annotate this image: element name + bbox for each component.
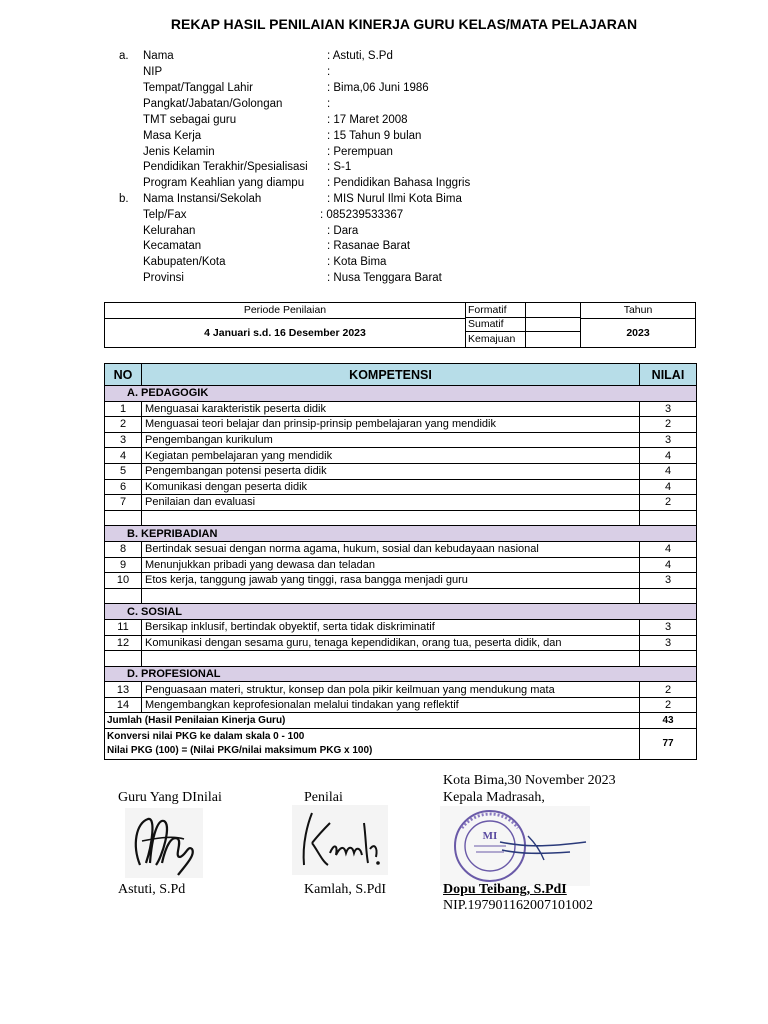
period-header: Periode Penilaian	[105, 303, 466, 319]
identity-label: Kecamatan	[143, 240, 202, 252]
blank-cell	[105, 588, 142, 604]
table-row	[105, 495, 697, 511]
section-letter-b: b.	[119, 193, 129, 205]
identity-value: : Rasanae Barat	[327, 240, 411, 252]
item-no: 4	[105, 448, 142, 464]
identity-value: :	[327, 98, 331, 110]
item-nilai: 2	[640, 495, 697, 511]
item-text: Mengembangkan keprofesionalan melalui tindakan yang reflektif	[142, 697, 640, 713]
table-row	[105, 432, 697, 448]
document-title: REKAP HASIL PENILAIAN KINERJA GURU KELAS/MATA PELAJARAN	[170, 16, 638, 32]
item-text: Penilaian dan evaluasi	[142, 495, 640, 511]
konversi-label	[105, 729, 640, 760]
item-text: Komunikasi dengan peserta didik	[142, 479, 640, 495]
identity-label: NIP	[143, 66, 163, 78]
blank-cell	[142, 651, 640, 667]
period-box	[104, 302, 696, 348]
item-no: 13	[105, 682, 142, 698]
identity-label: Nama	[143, 50, 174, 62]
kepala-label: Kepala Madrasah,	[443, 790, 545, 805]
identity-value: : MIS Nurul Ilmi Kota Bima	[327, 193, 462, 205]
school-stamp	[440, 806, 590, 886]
section-header: A. PEDAGOGIK	[105, 386, 697, 402]
blank-cell	[105, 510, 142, 526]
formatif-label: Formatif	[466, 303, 526, 318]
identity-value: : 17 Maret 2008	[327, 114, 408, 126]
identity-label: TMT sebagai guru	[143, 114, 237, 126]
col-nilai-header: NILAI	[640, 364, 697, 386]
tahun-value: 2023	[626, 327, 650, 339]
table-row	[105, 448, 697, 464]
guru-signature	[122, 805, 207, 880]
jumlah-label: Jumlah (Hasil Penilaian Kinerja Guru)	[105, 713, 640, 729]
blank-row	[105, 588, 697, 604]
kemajuan-label: Kemajuan	[466, 332, 526, 347]
table-row	[105, 401, 697, 417]
item-nilai: 2	[640, 417, 697, 433]
section-header: C. SOSIAL	[105, 604, 697, 620]
identity-label: Kabupaten/Kota	[143, 256, 226, 268]
table-row	[105, 635, 697, 651]
item-nilai: 3	[640, 635, 697, 651]
identity-label: Tempat/Tanggal Lahir	[143, 82, 253, 94]
item-text: Penguasaan materi, struktur, konsep dan pola pikir keilmuan yang mendukung mata	[142, 682, 640, 698]
identity-value: :	[327, 66, 331, 78]
item-no: 10	[105, 573, 142, 589]
item-text: Pengembangan kurikulum	[142, 432, 640, 448]
identity-label: Pendidikan Terakhir/Spesialisasi	[143, 161, 308, 173]
item-text: Menunjukkan pribadi yang dewasa dan teladan	[142, 557, 640, 573]
col-kompetensi-header: KOMPETENSI	[142, 364, 640, 386]
section-header: B. KEPRIBADIAN	[105, 526, 697, 542]
item-text: Komunikasi dengan sesama guru, tenaga kependidikan, orang tua, peserta didik, dan	[142, 635, 640, 651]
identity-label: Nama Instansi/Sekolah	[143, 193, 262, 205]
identity-label: Jenis Kelamin	[143, 146, 215, 158]
item-nilai: 2	[640, 682, 697, 698]
identity-label: Program Keahlian yang diampu	[143, 177, 305, 189]
blank-row	[105, 510, 697, 526]
sumatif-label: Sumatif	[466, 318, 526, 332]
item-nilai: 4	[640, 557, 697, 573]
item-nilai: 4	[640, 448, 697, 464]
section-letter-a: a.	[119, 50, 129, 62]
item-nilai: 4	[640, 479, 697, 495]
item-nilai: 3	[640, 619, 697, 635]
guru-name: Astuti, S.Pd	[118, 882, 186, 897]
item-nilai: 4	[640, 541, 697, 557]
item-no: 8	[105, 541, 142, 557]
table-row	[105, 417, 697, 433]
table-row	[105, 541, 697, 557]
blank-cell	[640, 588, 697, 604]
table-row	[105, 573, 697, 589]
formatif-box	[526, 303, 581, 318]
item-text: Menguasai karakteristik peserta didik	[142, 401, 640, 417]
jumlah-value: 43	[640, 713, 697, 729]
item-no: 5	[105, 463, 142, 479]
identity-value: : Astuti, S.Pd	[327, 50, 393, 62]
item-no: 11	[105, 619, 142, 635]
identity-value: : Perempuan	[327, 146, 393, 158]
blank-cell	[640, 510, 697, 526]
item-text: Kegiatan pembelajaran yang mendidik	[142, 448, 640, 464]
identity-label: Provinsi	[143, 272, 184, 284]
sumatif-box	[526, 318, 581, 332]
item-no: 6	[105, 479, 142, 495]
table-row	[105, 463, 697, 479]
blank-row	[105, 651, 697, 667]
place-date: Kota Bima,30 November 2023	[443, 773, 616, 788]
konversi-value: 77	[640, 729, 697, 760]
blank-cell	[142, 588, 640, 604]
item-text: Bertindak sesuai dengan norma agama, hukum, sosial dan kebudayaan nasional	[142, 541, 640, 557]
tahun-label: Tahun	[581, 303, 695, 319]
table-row	[105, 557, 697, 573]
item-no: 12	[105, 635, 142, 651]
identity-value: : S-1	[327, 161, 352, 173]
item-no: 3	[105, 432, 142, 448]
item-no: 7	[105, 495, 142, 511]
blank-cell	[142, 510, 640, 526]
item-text: Bersikap inklusif, bertindak obyektif, serta tidak diskriminatif	[142, 619, 640, 635]
item-text: Menguasai teori belajar dan prinsip-prinsip pembelajaran yang mendidik	[142, 417, 640, 433]
item-no: 9	[105, 557, 142, 573]
section-header: D. PROFESIONAL	[105, 666, 697, 682]
identity-label: Masa Kerja	[143, 130, 202, 142]
identity-value: : Bima,06 Juni 1986	[327, 82, 429, 94]
table-row	[105, 479, 697, 495]
item-text: Pengembangan potensi peserta didik	[142, 463, 640, 479]
guru-label: Guru Yang DInilai	[118, 790, 222, 805]
competency-table	[104, 363, 697, 760]
penilai-label: Penilai	[304, 790, 343, 805]
identity-label: Telp/Fax	[143, 209, 187, 221]
item-no: 14	[105, 697, 142, 713]
konversi-line1: Konversi nilai PKG ke dalam skala 0 - 100	[107, 731, 305, 743]
identity-value: : Nusa Tenggara Barat	[327, 272, 442, 284]
kepala-nip: NIP.197901162007101002	[443, 898, 593, 913]
identity-value: : Dara	[327, 225, 359, 237]
identity-label: Kelurahan	[143, 225, 196, 237]
identity-label: Pangkat/Jabatan/Golongan	[143, 98, 283, 110]
blank-cell	[105, 651, 142, 667]
item-no: 2	[105, 417, 142, 433]
item-text: Etos kerja, tanggung jawab yang tinggi, rasa bangga menjadi guru	[142, 573, 640, 589]
konversi-line2: Nilai PKG (100) = (Nilai PKG/nilai maksimum PKG x 100)	[107, 745, 373, 757]
blank-cell	[640, 651, 697, 667]
kemajuan-box	[526, 332, 581, 347]
identity-value: : 15 Tahun 9 bulan	[327, 130, 422, 142]
identity-value: : 085239533367	[320, 209, 404, 221]
item-nilai: 3	[640, 573, 697, 589]
penilai-name: Kamlah, S.PdI	[304, 882, 387, 897]
item-nilai: 4	[640, 463, 697, 479]
item-nilai: 3	[640, 401, 697, 417]
item-nilai: 2	[640, 697, 697, 713]
table-row	[105, 697, 697, 713]
table-row	[105, 682, 697, 698]
period-dates: 4 Januari s.d. 16 Desember 2023	[105, 319, 466, 347]
col-no-header: NO	[105, 364, 142, 386]
kepala-name: Dopu Teibang, S.PdI	[443, 882, 567, 897]
item-no: 1	[105, 401, 142, 417]
stamp-text: MI	[482, 830, 498, 842]
penilai-signature	[290, 803, 390, 878]
identity-value: : Kota Bima	[327, 256, 387, 268]
identity-value: : Pendidikan Bahasa Inggris	[327, 177, 471, 189]
item-nilai: 3	[640, 432, 697, 448]
table-row	[105, 619, 697, 635]
